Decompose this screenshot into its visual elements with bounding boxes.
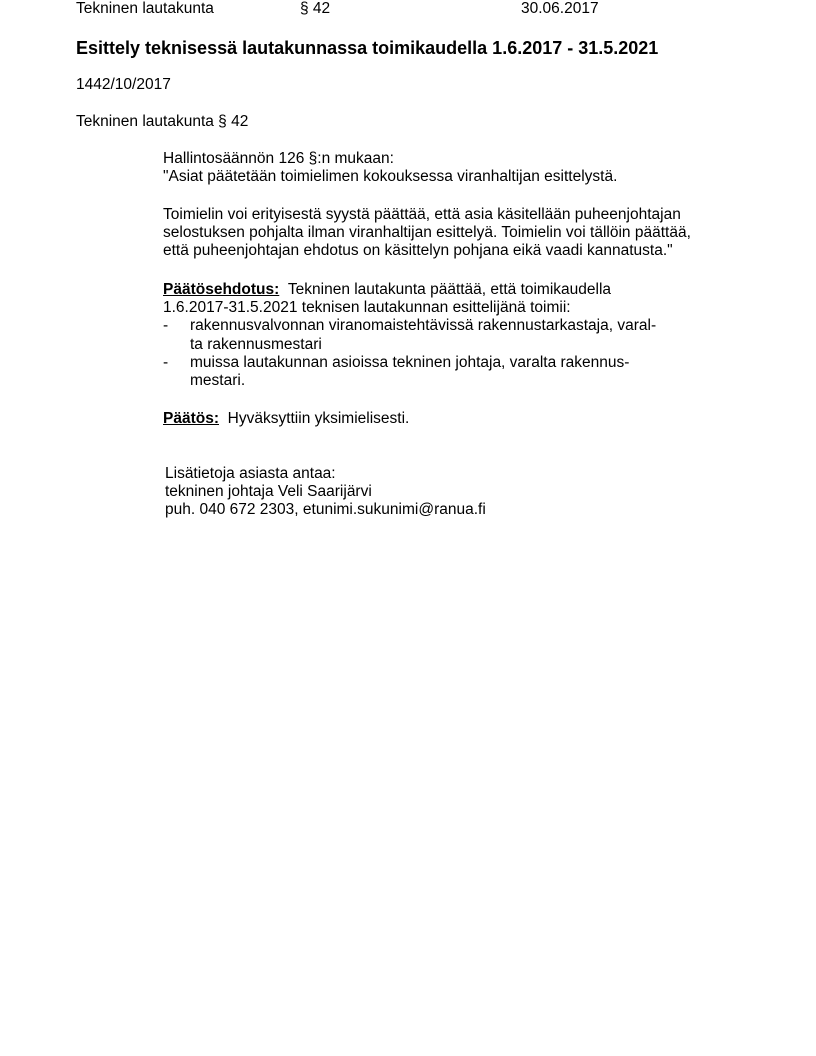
rule-intro: Hallintosäännön 126 §:n mukaan: — [163, 150, 394, 167]
document-title: Esittely teknisessä lautakunnassa toimikaudella 1.6.2017 - 31.5.2021 — [76, 38, 659, 58]
list-item — [163, 354, 656, 390]
decision-line — [163, 410, 409, 428]
decision-block — [163, 410, 409, 428]
contact-intro: Lisätietoja asiasta antaa: — [165, 465, 336, 482]
decision-label: Päätös: — [163, 410, 219, 427]
contact-phone-email: puh. 040 672 2303, etunimi.sukunimi@ranua.fi — [165, 501, 486, 519]
proposal-line-2: 1.6.2017-31.5.2021 teknisen lautakunnan esittelijänä toimii: — [163, 299, 571, 317]
list-item-line: mestari. — [190, 372, 246, 390]
rule-block — [163, 150, 617, 186]
contact-block — [165, 465, 486, 520]
paragraph-line: selostuksen pohjalta ilman viranhaltijan esittelyä. Toimielin voi tällöin päättää, — [163, 224, 691, 242]
list-item-line: ta rakennusmestari — [190, 335, 322, 353]
decision-text: Hyväksyttiin yksimielisesti. — [227, 410, 410, 427]
diary-number: 1442/10/2017 — [76, 76, 171, 93]
rule-quote: "Asiat päätetään toimielimen kokouksessa viranhaltijan esittelystä. — [163, 168, 618, 186]
list-item-line: muissa lautakunnan asioissa tekninen johtaja, varalta rakennus- — [190, 353, 630, 371]
proposal-block — [163, 281, 656, 390]
proposal-label: Päätösehdotus: — [163, 281, 280, 298]
section-reference: Tekninen lautakunta § 42 — [76, 113, 249, 130]
header-section: § 42 — [300, 0, 331, 17]
list-marker: - — [163, 317, 169, 335]
proposal-text: Tekninen lautakunta päättää, että toimikaudella — [287, 281, 612, 298]
contact-person: tekninen johtaja Veli Saarijärvi — [165, 483, 372, 501]
header-date: 30.06.2017 — [521, 0, 599, 17]
proposal-line-1 — [163, 281, 656, 299]
list-marker: - — [163, 353, 169, 371]
list-item-line: rakennusvalvonnan viranomaistehtävissä rakennustarkastaja, varal- — [190, 317, 657, 335]
header-board: Tekninen lautakunta — [76, 0, 214, 17]
list-item — [163, 317, 656, 353]
paragraph-line: että puheenjohtajan ehdotus on käsittelyn pohjana eikä vaadi kannatusta." — [163, 242, 673, 260]
rule-paragraph — [163, 206, 691, 261]
paragraph-line: Toimielin voi erityisestä syystä päättää, että asia käsitellään puheenjohtajan — [163, 206, 681, 223]
